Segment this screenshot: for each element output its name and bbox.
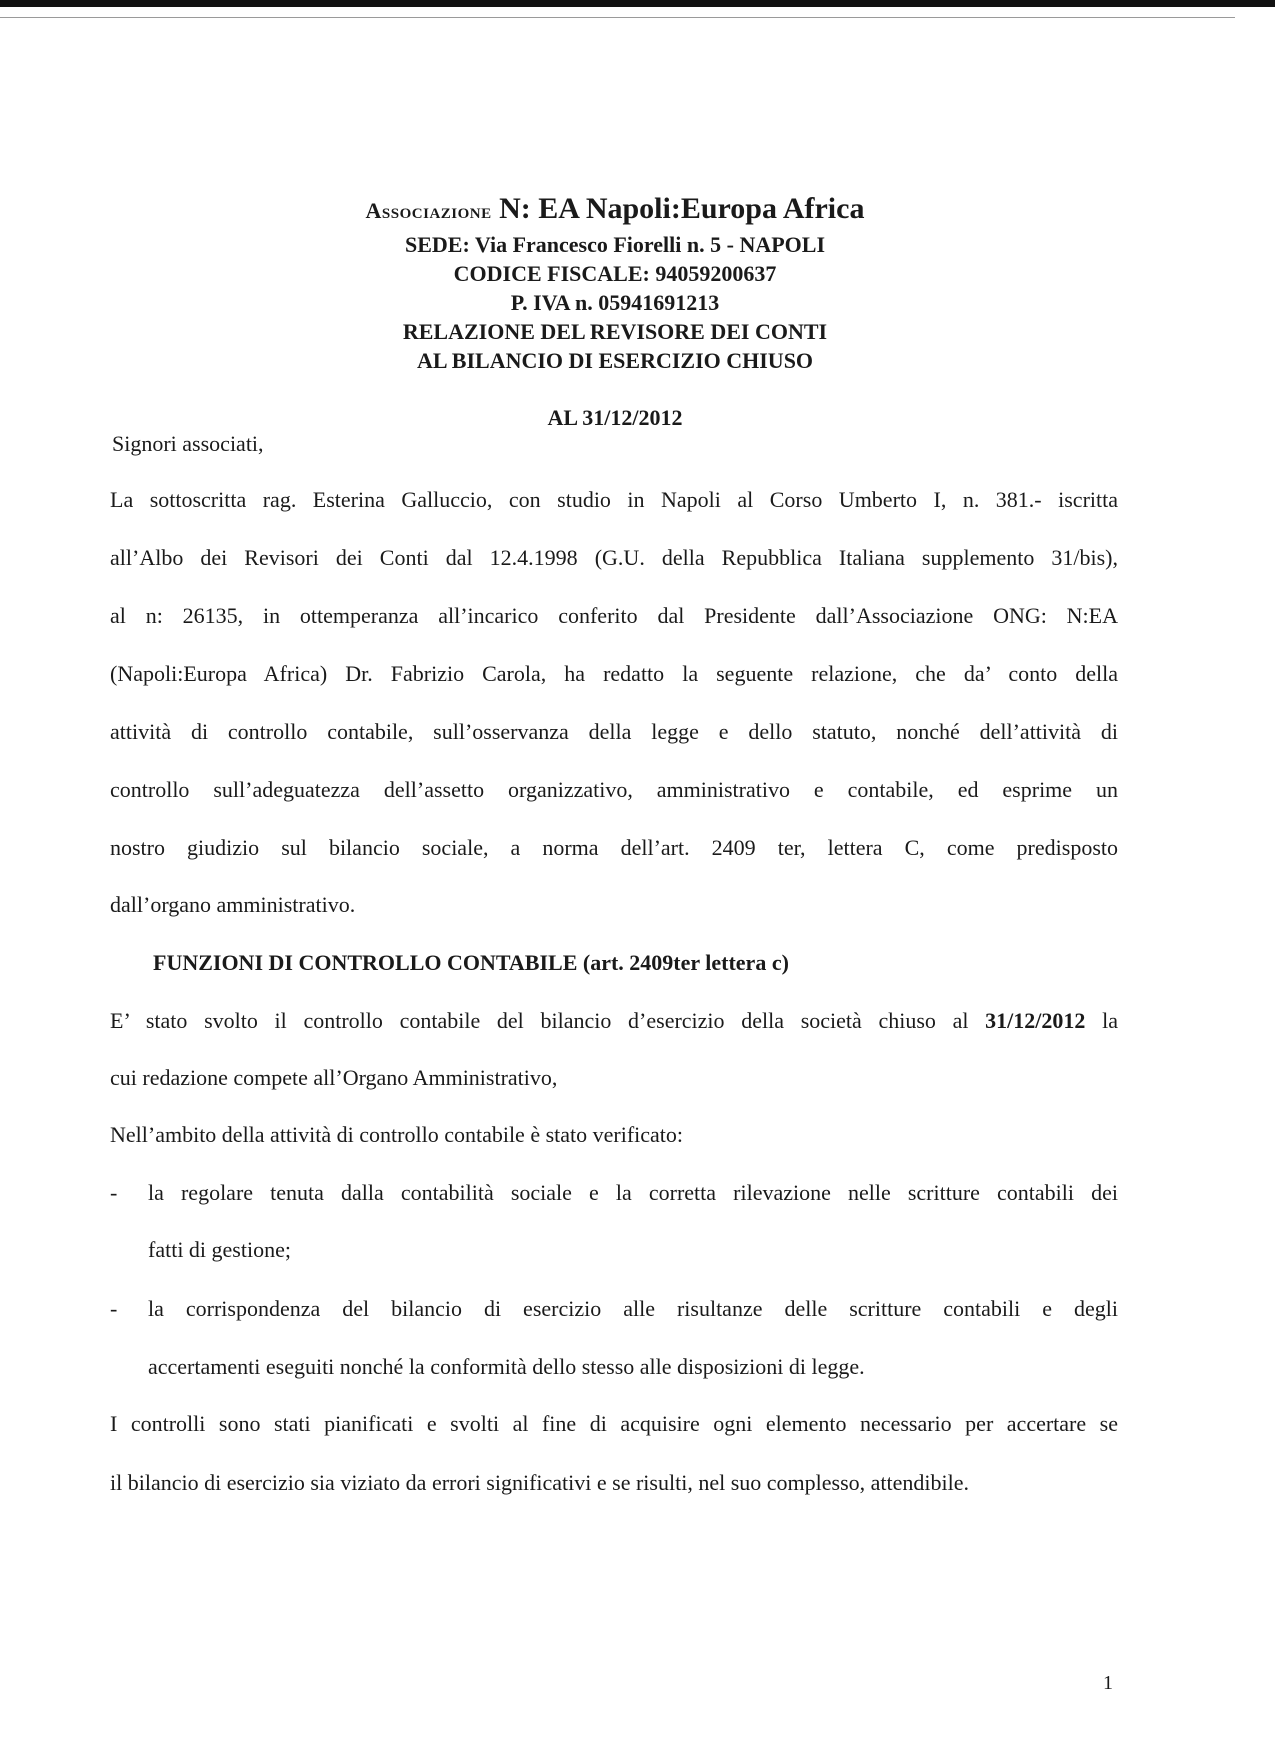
closing-line-1: I controlli sono stati pianificati e svolti al fine di acquisire ogni elemento necessario per accertare se <box>110 1411 1118 1436</box>
closing-line-2: il bilancio di esercizio sia viziato da errori significativi e se risulti, nel suo complesso, attendibile. <box>110 1470 969 1495</box>
header-report-date: AL 31/12/2012 <box>547 405 683 430</box>
intro-line-8: dall’organo amministrativo. <box>110 892 356 917</box>
control-line-1-text: E’ stato svolto il controllo contabile del bilancio d’esercizio della società chiuso al <box>110 1008 986 1033</box>
intro-line-7: nostro giudizio sul bilancio sociale, a norma dell’art. 2409 ter, lettera C, come predisposto <box>110 835 1118 860</box>
control-line-2: cui redazione compete all’Organo Amministrativo, <box>110 1065 558 1090</box>
header-address: SEDE: Via Francesco Fiorelli n. 5 - NAPOLI <box>404 232 826 257</box>
header-vat-number: P. IVA n. 05941691213 <box>510 290 720 315</box>
intro-line-2: all’Albo dei Revisori dei Conti dal 12.4.1998 (G.U. della Repubblica Italiana supplemento 31/bis), <box>110 545 1118 570</box>
bullet-2-line-1: la corrispondenza del bilancio di esercizio alle risultanze delle scritture contabili e degli <box>148 1296 1118 1321</box>
scan-top-line <box>0 17 1235 18</box>
association-name: N: EA Napoli:Europa Africa <box>499 192 865 225</box>
control-closing-date: 31/12/2012 <box>985 1008 1086 1033</box>
control-line-3: Nell’ambito della attività di controllo contabile è stato verificato: <box>110 1122 684 1147</box>
document-header <box>0 190 1230 375</box>
association-name-line <box>0 190 1230 230</box>
header-report-subtitle: AL BILANCIO DI ESERCIZIO CHIUSO <box>416 348 814 373</box>
bullet-1-line-2: fatti di gestione; <box>148 1237 291 1262</box>
association-prefix: Associazione <box>365 198 492 223</box>
intro-line-4: (Napoli:Europa Africa) Dr. Fabrizio Carola, ha redatto la seguente relazione, che da’ conto della <box>110 661 1118 686</box>
bullet-dash-2: - <box>110 1296 118 1321</box>
intro-line-6: controllo sull’adeguatezza dell’assetto organizzativo, amministrativo e contabile, ed esprime un <box>110 777 1118 802</box>
intro-line-3: al n: 26135, in ottemperanza all’incarico conferito dal Presidente dall’Associazione ONG: N:EA <box>110 603 1118 628</box>
page-number: 1 <box>1103 1672 1113 1694</box>
bullet-1-line-1: la regolare tenuta dalla contabilità sociale e la corretta rilevazione nelle scritture contabili dei <box>148 1180 1118 1205</box>
salutation: Signori associati, <box>112 431 264 456</box>
scan-top-edge <box>0 0 1275 7</box>
intro-line-5: attività di controllo contabile, sull’osservanza della legge e dello statuto, nonché dell’attività di <box>110 719 1118 744</box>
intro-line-1: La sottoscritta rag. Esterina Galluccio, con studio in Napoli al Corso Umberto I, n. 381.- iscritta <box>110 487 1118 512</box>
control-line-1 <box>110 1008 1118 1034</box>
header-tax-code: CODICE FISCALE: 94059200637 <box>453 261 777 286</box>
bullet-dash-1: - <box>110 1180 118 1205</box>
control-line-1-end: la <box>1085 1008 1118 1033</box>
bullet-2-line-2: accertamenti eseguiti nonché la conformità dello stesso alle disposizioni di legge. <box>148 1354 865 1379</box>
header-report-title: RELAZIONE DEL REVISORE DEI CONTI <box>402 319 828 344</box>
section-title: FUNZIONI DI CONTROLLO CONTABILE (art. 2409ter lettera c) <box>153 950 789 975</box>
